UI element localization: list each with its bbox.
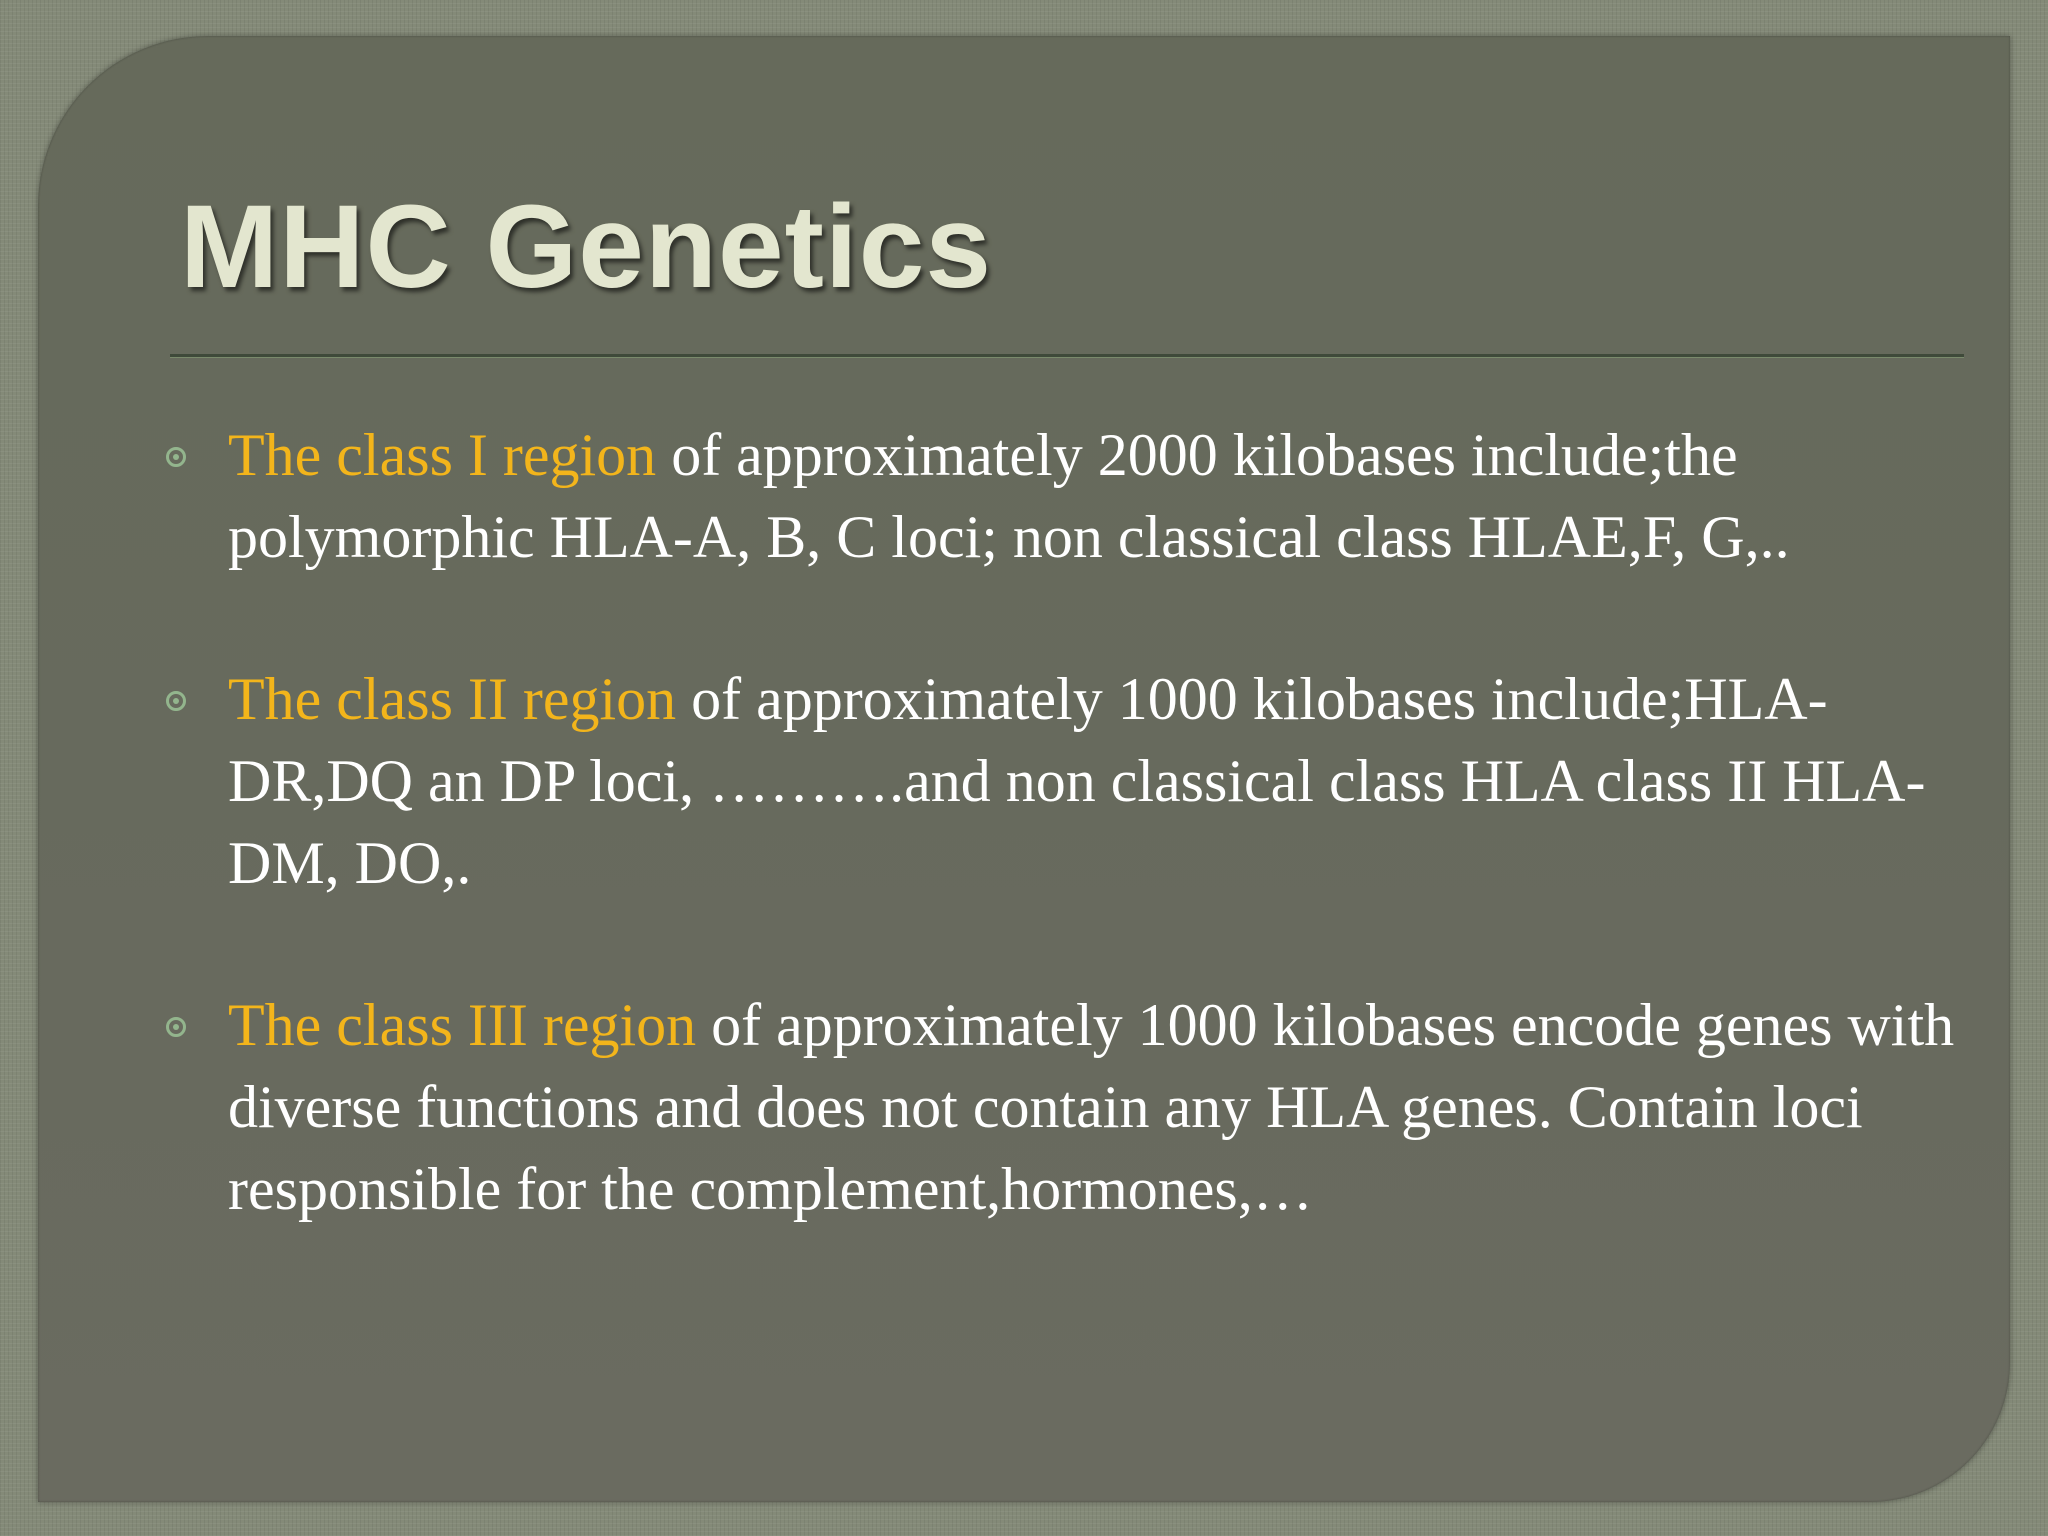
slide-title: MHC Genetics — [180, 181, 992, 313]
bullet-text: of approximately 1000 kilobases include;HLA-DR,DQ an DP loci, ……….and non classical class HLA class II HLA-DM, DO,. — [228, 666, 1926, 896]
circled-dot-icon — [166, 1017, 186, 1037]
bullet-list — [158, 414, 1958, 1310]
slide-panel — [38, 36, 2010, 1502]
bullet-item-class-i — [158, 414, 1958, 578]
bullet-highlight: The class II region — [228, 666, 677, 732]
circled-dot-icon — [166, 691, 186, 711]
bullet-highlight: The class I region — [228, 422, 657, 488]
bullet-item-class-ii — [158, 658, 1958, 904]
bullet-item-class-iii — [158, 984, 1958, 1230]
bullet-text: of approximately 2000 kilobases include;the polymorphic HLA-A, B, C loci; non classical class HLAE,F, G,.. — [228, 422, 1790, 570]
bullet-text: of approximately 1000 kilobases encode genes with diverse functions and does not contain any HLA genes. Contain loci responsible for the complement,hormones,… — [228, 992, 1955, 1222]
circled-dot-icon — [166, 447, 186, 467]
title-divider — [170, 354, 1964, 358]
bullet-highlight: The class III region — [228, 992, 697, 1058]
